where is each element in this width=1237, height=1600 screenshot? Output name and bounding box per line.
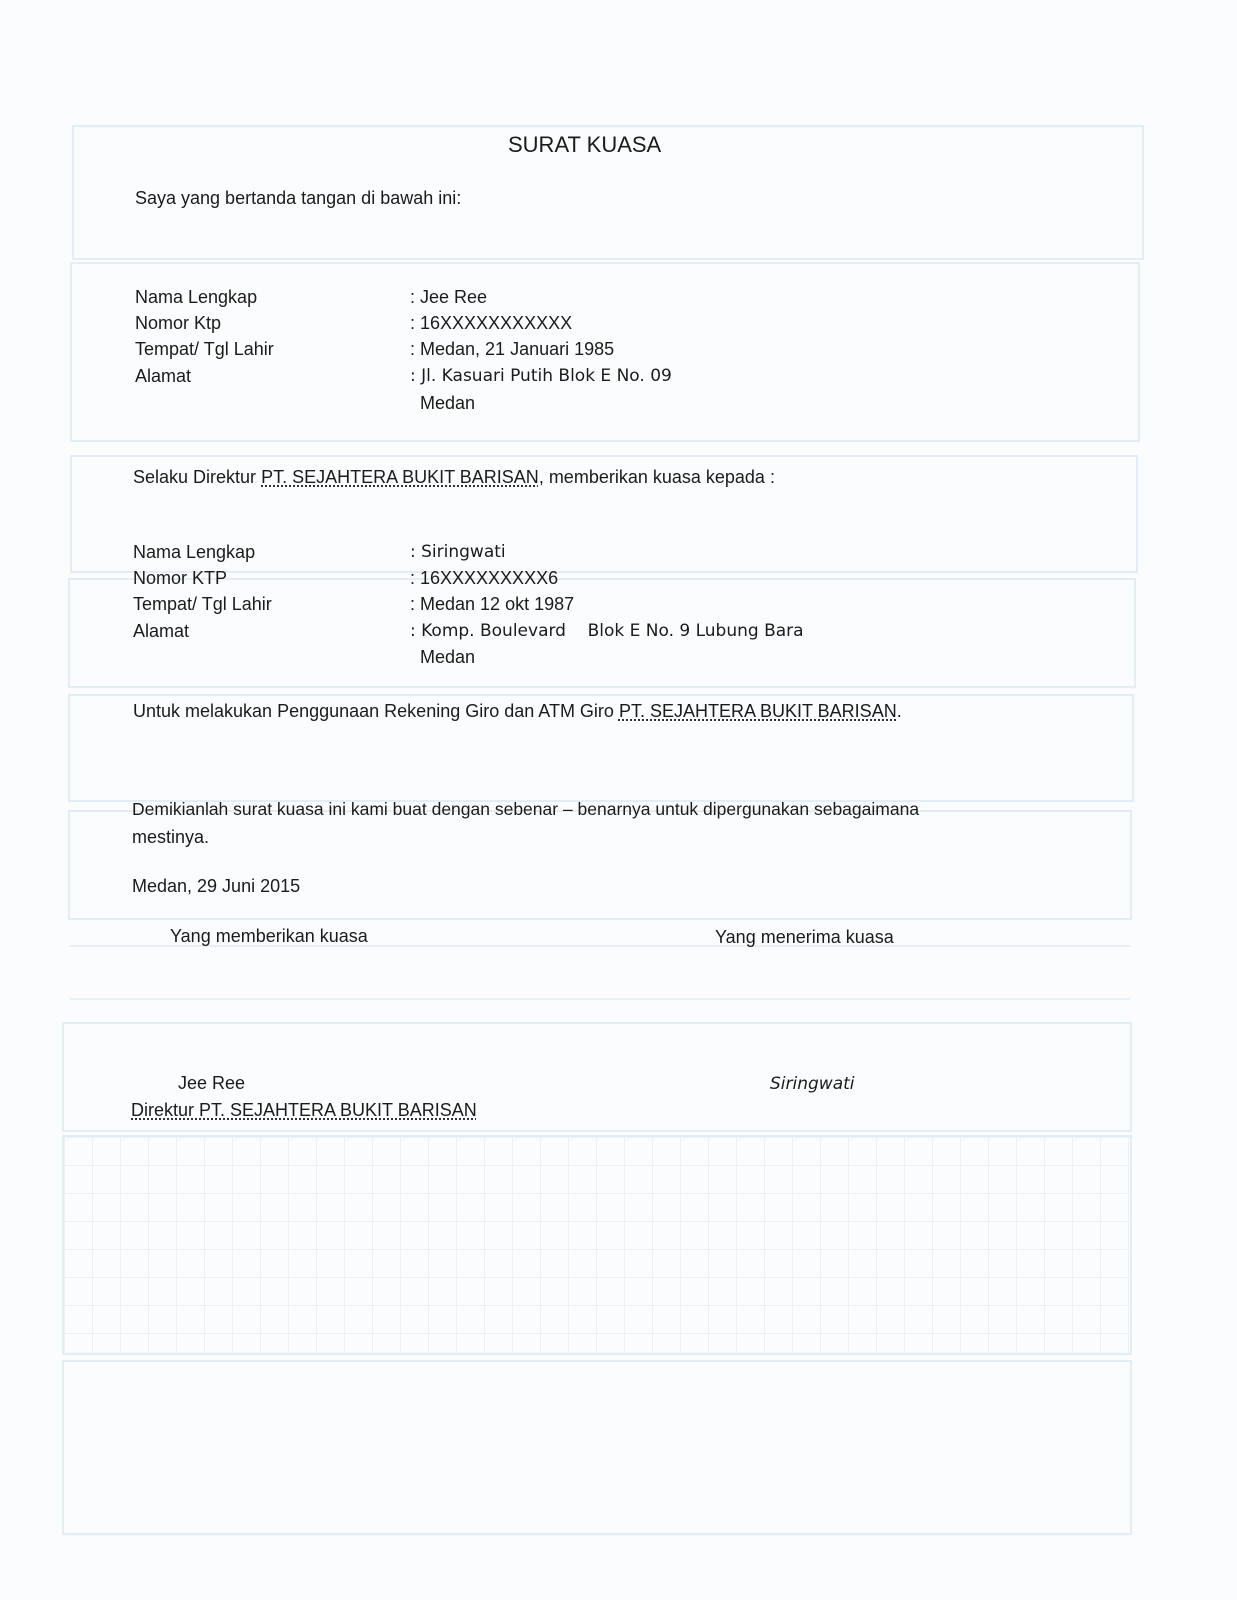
role-prefix: Selaku Direktur xyxy=(133,467,262,487)
role-statement xyxy=(133,467,775,488)
grantee-name-value: : Siringwati xyxy=(410,542,506,562)
grantee-address-city: Medan xyxy=(420,647,476,667)
grantee-ktp-value: : 16XXXXXXXXX6 xyxy=(410,568,559,588)
giver-title: Direktur PT. SEJAHTERA BUKIT BARISAN xyxy=(131,1100,477,1120)
place-date: Medan, 29 Juni 2015 xyxy=(132,876,301,896)
grantor-name-value: : Jee Ree xyxy=(410,287,488,307)
purpose-company: PT. SEJAHTERA BUKIT BARISAN xyxy=(618,701,897,721)
purpose-statement xyxy=(133,701,902,722)
closing-line-2: mestinya. xyxy=(132,827,210,847)
background-form-box-6 xyxy=(68,810,1132,920)
grantee-ktp-label: Nomor KTP xyxy=(133,568,228,588)
grantor-name-label: Nama Lengkap xyxy=(135,287,258,307)
grantor-address-city: Medan xyxy=(420,393,476,413)
grantee-birth-value: : Medan 12 okt 1987 xyxy=(410,594,575,614)
grantee-address-label: Alamat xyxy=(133,621,190,641)
grantor-ktp-value: : 16XXXXXXXXXXX xyxy=(410,313,573,333)
grantor-address-value: : Jl. Kasuari Putih Blok E No. 09 xyxy=(410,366,672,386)
closing-line-1: Demikianlah surat kuasa ini kami buat dengan sebenar – benarnya untuk dipergunakan sebagaimana xyxy=(132,799,920,819)
role-company: PT. SEJAHTERA BUKIT BARISAN xyxy=(261,467,539,487)
receiver-name: Siringwati xyxy=(770,1074,855,1094)
background-form-box-8 xyxy=(62,1360,1132,1535)
receiver-label: Yang menerima kuasa xyxy=(715,927,894,947)
grantor-address-label: Alamat xyxy=(135,366,192,386)
grantee-birth-label: Tempat/ Tgl Lahir xyxy=(133,594,272,614)
grantee-address-value: : Komp. Boulevard Blok E No. 9 Lubung Bara xyxy=(410,621,804,641)
grantor-ktp-label: Nomor Ktp xyxy=(135,313,222,333)
role-suffix: , memberikan kuasa kepada : xyxy=(538,467,775,487)
grantee-name-label: Nama Lengkap xyxy=(133,542,256,562)
purpose-prefix: Untuk melakukan Penggunaan Rekening Giro dan ATM Giro xyxy=(133,701,619,721)
grantor-birth-value: : Medan, 21 Januari 1985 xyxy=(410,339,615,359)
page-title: SURAT KUASA xyxy=(508,132,662,157)
purpose-suffix: . xyxy=(896,701,902,721)
intro-text: Saya yang bertanda tangan di bawah ini: xyxy=(135,188,462,208)
background-form-grid xyxy=(62,1135,1132,1355)
giver-label: Yang memberikan kuasa xyxy=(170,926,368,946)
giver-name: Jee Ree xyxy=(178,1073,246,1093)
background-form-line xyxy=(70,998,1130,1000)
grantor-birth-label: Tempat/ Tgl Lahir xyxy=(135,339,274,359)
